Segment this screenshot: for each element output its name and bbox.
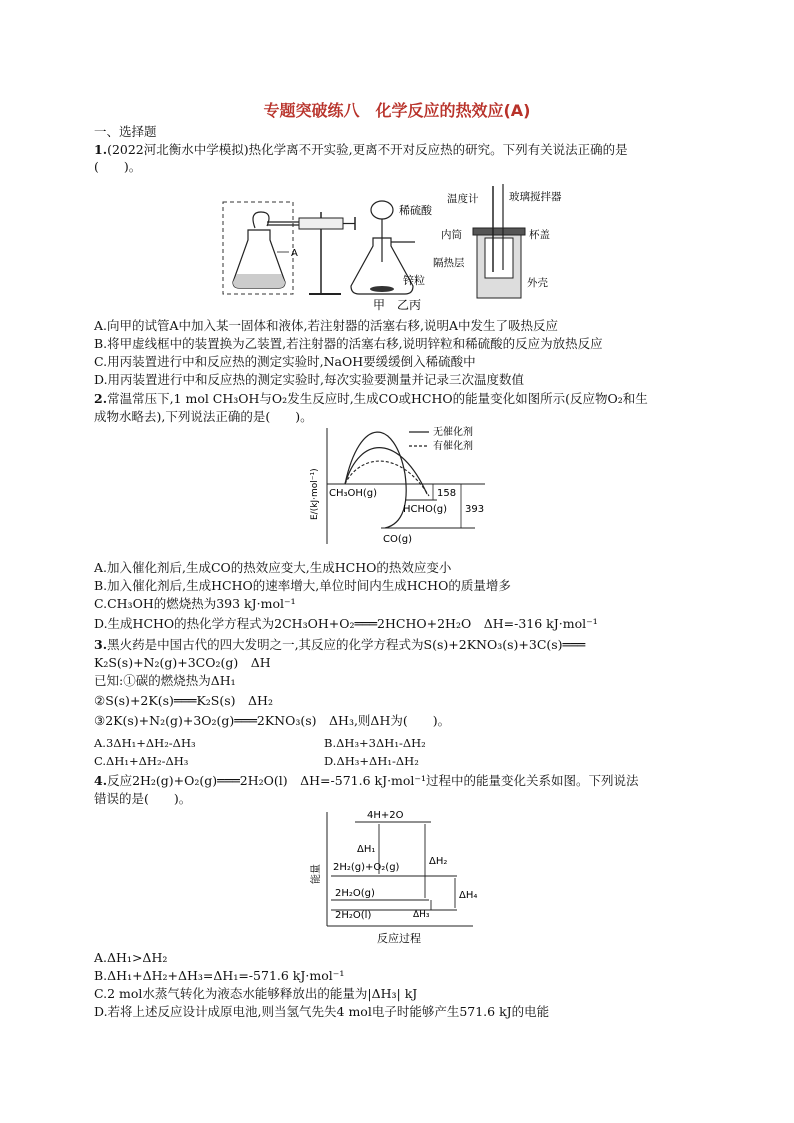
q2-stem-line2: 成物水略去),下列说法正确的是( )。 [94, 409, 313, 424]
q1-option-d: D.用丙装置进行中和反应热的测定实验时,每次实验要测量并记录三次温度数值 [94, 372, 525, 387]
section-heading: 一、选择题 [94, 124, 157, 139]
zinc-granules [370, 286, 394, 292]
q2-stem-line1: 常温常压下,1 mol CH₃OH与O₂发生反应时,生成CO或HCHO的能量变化如图所示(反应物O₂和生 [107, 391, 648, 406]
y-axis-label: E/(kJ·mol⁻¹) [310, 468, 320, 520]
q3-stem-line2: K₂S(s)+N₂(g)+3CO₂(g) ΔH [94, 655, 271, 670]
q2-option-c: C.CH₃OH的燃烧热为393 kJ·mol⁻¹ [94, 596, 296, 611]
q3-stem-line1: 黑火药是中国古代的四大发明之一,其反应的化学方程式为S(s)+2KNO₃(s)+3C(s)═══ [107, 637, 586, 652]
label-h2o-g: 2H₂O(g) [335, 888, 375, 899]
q1-option-c: C.用丙装置进行中和反应热的测定实验时,NaOH要缓缓倒入稀硫酸中 [94, 354, 476, 369]
flask-liquid [233, 274, 285, 288]
label-shell: 外壳 [527, 277, 548, 289]
x-axis-label: 反应过程 [377, 932, 421, 945]
label-co: CO(g) [383, 534, 413, 545]
q4-option-a: A.ΔH₁>ΔH₂ [94, 950, 168, 965]
q2-option-d: D.生成HCHO的热化学方程式为2CH₃OH+O₂═══2HCHO+2H₂O ΔH=-316 kJ·mol⁻¹ [94, 616, 598, 631]
q3-option-b: B.ΔH₃+3ΔH₁-ΔH₂ [324, 736, 426, 750]
q4-stem-line2: 错误的是( )。 [94, 791, 192, 806]
label-393: 393 [465, 504, 485, 515]
q1-number: 1. [94, 142, 108, 157]
label-hcho: HCHO(g) [403, 504, 448, 515]
label-lid: 杯盖 [529, 229, 550, 241]
q3-stem [94, 637, 585, 653]
q1-option-b: B.将甲虚线框中的装置换为乙装置,若注射器的活塞右移,说明锌粒和稀硫酸的反应为放热反应 [94, 336, 603, 351]
label-h2o2: 2H₂(g)+O₂(g) [333, 862, 400, 873]
q4-option-c: C.2 mol水蒸气转化为液态水能够释放出的能量为|ΔH₃| kJ [94, 986, 418, 1001]
label-stirrer: 玻璃搅拌器 [509, 191, 562, 203]
q1-stem [94, 142, 628, 158]
q2-option-b: B.加入催化剂后,生成HCHO的速率增大,单位时间内生成HCHO的质量增多 [94, 578, 511, 593]
q4-option-d: D.若将上述反应设计成原电池,则当氢气先失4 mol电子时能够产生571.6 kJ的电能 [94, 1004, 550, 1019]
q2-stem [94, 391, 648, 407]
label-inner: 内筒 [441, 229, 462, 241]
q4-stem [94, 773, 639, 789]
bulb-tube [253, 212, 269, 228]
calorimeter-inner [485, 238, 513, 278]
curve-co-no-catalyst [345, 432, 406, 528]
label-h2o-l: 2H₂O(l) [335, 910, 372, 921]
q1-stem-line1: (2022河北衡水中学模拟)热化学离不开实验,更离不开对反应热的研究。下列有关说法正确的是 [107, 142, 628, 157]
q2-number: 2. [94, 391, 108, 406]
q2-option-a: A.加入催化剂后,生成CO的热效应变大,生成HCHO的热效应变小 [94, 560, 452, 575]
q2-energy-diagram [305, 424, 505, 552]
figure-caption: 甲 乙丙 [373, 298, 422, 312]
label-dh4: ΔH₄ [459, 890, 478, 901]
q4-option-b: B.ΔH₁+ΔH₂+ΔH₃=ΔH₁=-571.6 kJ·mol⁻¹ [94, 968, 345, 983]
q3-option-a: A.3ΔH₁+ΔH₂-ΔH₃ [94, 736, 196, 750]
label-zinc: 锌粒 [403, 274, 425, 287]
q4-number: 4. [94, 773, 108, 788]
label-ch3oh: CH₃OH(g) [329, 488, 378, 499]
legend-catalyst: 有催化剂 [433, 441, 473, 452]
separatory-funnel [371, 201, 393, 219]
label-insulation: 隔热层 [433, 257, 465, 269]
label-dilute-acid: 稀硫酸 [399, 204, 432, 217]
label-158: 158 [437, 488, 457, 499]
calorimeter-lid [473, 228, 525, 235]
y-axis-label: 能量 [311, 864, 322, 884]
q3-known-3: ③2K(s)+N₂(g)+3O₂(g)═══2KNO₃(s) ΔH₃,则ΔH为( )。 [94, 713, 451, 728]
q3-known-1: 已知:①碳的燃烧热为ΔH₁ [94, 673, 236, 688]
q4-stem-line1: 反应2H₂(g)+O₂(g)═══2H₂O(l) ΔH=-571.6 kJ·mol⁻¹过程中的能量变化关系如图。下列说法 [107, 773, 639, 788]
q3-option-d: D.ΔH₃+ΔH₁-ΔH₂ [324, 754, 419, 768]
q1-apparatus-figure [215, 182, 585, 312]
label-dh1: ΔH₁ [357, 844, 376, 855]
page-title: 专题突破练八 化学反应的热效应(A) [263, 101, 531, 120]
label-dh3: ΔH₃ [413, 910, 430, 920]
syringe [299, 218, 343, 229]
label-thermometer: 温度计 [447, 193, 479, 205]
label-a: A [291, 248, 298, 259]
legend-no-catalyst: 无催化剂 [433, 427, 473, 438]
label-dh2: ΔH₂ [429, 856, 448, 867]
q3-known-2: ②S(s)+2K(s)═══K₂S(s) ΔH₂ [94, 693, 273, 708]
q3-number: 3. [94, 637, 108, 652]
q1-option-a: A.向甲的试管A中加入某一固体和液体,若注射器的活塞右移,说明A中发生了吸热反应 [94, 318, 559, 333]
q4-energy-diagram [305, 806, 495, 948]
q1-stem-line2: ( )。 [94, 159, 142, 174]
q3-option-c: C.ΔH₁+ΔH₂-ΔH₃ [94, 754, 189, 768]
label-4h2o: 4H+2O [367, 810, 404, 821]
